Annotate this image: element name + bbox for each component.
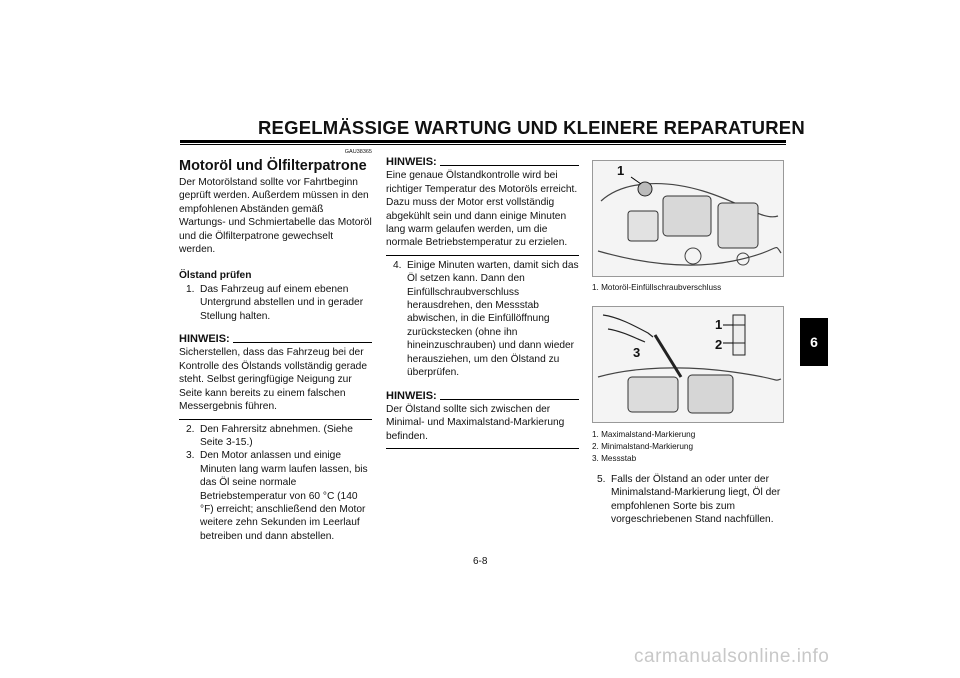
step-3 (179, 449, 372, 543)
steps-list-1 (179, 283, 372, 323)
note-box-3 (386, 390, 579, 450)
engine-photo-dipstick (592, 306, 784, 423)
step-number: 3. (186, 450, 195, 462)
steps-list-2 (179, 423, 372, 544)
step-text: Das Fahrzeug auf einem ebenen Untergrund abstellen und in gerader Stellung halten. (200, 283, 364, 322)
steps-list-4 (590, 473, 795, 527)
step-1 (179, 283, 372, 323)
column-2 (386, 156, 579, 452)
note-rule (233, 342, 372, 343)
engine-photo-filler-cap (592, 160, 784, 277)
step-number: 4. (393, 259, 402, 271)
note-label: HINWEIS: (179, 333, 230, 346)
section-title: Motoröl und Ölfilterpatrone (179, 158, 367, 174)
column-3-steps (590, 473, 795, 527)
fig2-callout-2: 2 (715, 337, 723, 352)
note-label: HINWEIS: (386, 389, 437, 402)
step-text: Den Fahrersitz abnehmen. (Siehe Seite 3-15.) (200, 423, 353, 448)
step-5 (590, 473, 795, 527)
note-end-rule (179, 419, 372, 420)
page-header-title: REGELMÄSSIGE WARTUNG UND KLEINERE REPARATUREN (258, 117, 805, 138)
note-rule (440, 399, 579, 400)
column-1 (179, 148, 372, 543)
page-number: 6-8 (473, 556, 488, 567)
note-rule (440, 165, 579, 166)
engine-illustration-1 (593, 161, 783, 276)
header-rule (180, 140, 786, 143)
step-number: 2. (186, 423, 195, 435)
fig2-caption-1: 1. Maximalstand-Markierung (592, 430, 696, 439)
fig2-caption-3: 3. Messstab (592, 454, 637, 463)
note-text: Der Ölstand sollte sich zwischen der Minimal- und Maximalstand-Markierung befinden. (386, 403, 565, 442)
note-end-rule (386, 255, 579, 256)
note-text: Eine genaue Ölstandkontrolle wird bei richtiger Temperatur des Motoröls erreicht. Dazu muss der Motor erst vollständig abgekühlt sein und dann einige Minuten lang warm gelaufen werden, um die normale Betriebstemperatur zu erzielen. (386, 170, 578, 249)
fig2-captions (592, 429, 695, 465)
note-box-1 (179, 333, 372, 419)
note-label: HINWEIS: (386, 156, 437, 168)
header-rule-thin (180, 144, 786, 145)
fig2-caption-2: 2. Minimalstand-Markierung (592, 442, 694, 451)
step-number: 5. (597, 474, 606, 485)
step-2 (179, 423, 372, 450)
section-code: GAU38365 (344, 149, 372, 155)
fig2-callout-3: 3 (633, 345, 641, 360)
step-text: Den Motor anlassen und einige Minuten lang warm laufen lassen, bis das Öl seine normale Betriebstemperatur von 60 °C (140 °F) erreicht; anschließend den Motor weitere zehn Sekunden im Leerlauf betreiben und dann abstellen. (200, 450, 368, 542)
fig1-caption: 1. Motoröl-Einfüllschraubverschluss (592, 283, 722, 292)
watermark: carmanualsonline.info (634, 646, 830, 667)
step-4 (386, 259, 579, 380)
note-box-2 (386, 156, 579, 256)
steps-list-3 (386, 259, 579, 380)
engine-illustration-2 (593, 307, 783, 422)
note-end-rule (386, 448, 579, 449)
fig2-callout-1: 1 (715, 317, 723, 332)
note-text: Sicherstellen, dass das Fahrzeug bei der Kontrolle des Ölstands vollständig gerade steht. Selbst geringfügige Neigung zur Seite kann bereits zu einem falschen Messergebnis führen. (179, 347, 368, 413)
step-text: Falls der Ölstand an oder unter der Minimalstand-Markierung liegt, Öl der empfohlenen Sorte bis zum vorgeschriebenen Stand nachfüllen. (611, 474, 781, 526)
step-text: Einige Minuten warten, damit sich das Öl setzen kann. Dann den Einfüllschraubverschluss herausdrehen, den Messstab abwischen, in die Einfüllöffnung zurückstecken (ohne ihn hineinzuschrauben) und dann wieder herausziehen, um den Ölstand zu überprüfen. (407, 259, 579, 379)
fig1-callout: 1 (617, 163, 625, 178)
intro-paragraph: Der Motorölstand sollte vor Fahrtbeginn geprüft werden. Außerdem müssen in den empfohlenen Abständen gemäß Wartungs- und Schmiertabelle das Motoröl und die Ölfilterpatrone gewechselt werden. (179, 177, 372, 256)
subheading: Ölstand prüfen (179, 270, 252, 282)
chapter-tab: 6 (800, 318, 828, 366)
step-number: 1. (186, 283, 195, 295)
